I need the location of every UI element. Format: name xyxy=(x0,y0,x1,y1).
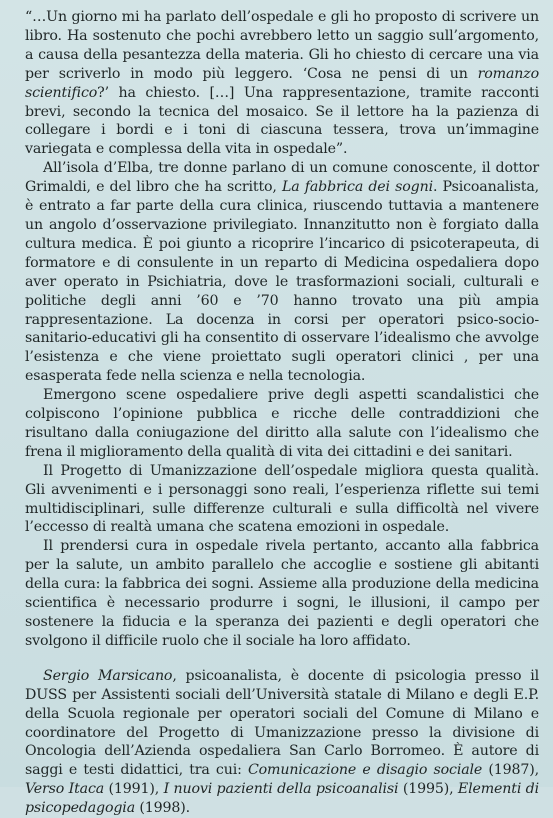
italic-text-run: La fabbrica dei sogni xyxy=(281,179,433,196)
italic-text-run: Elementi di psicopedagogia xyxy=(25,781,539,817)
text-run: , psicoanalista, è docente di psicologia presso il DUSS per Assistenti sociali dell’Università statale di Milano e degli E.P. della Scuola regionale per operatori sociali del Comune di Milano e coordinatore del Progetto di Umanizzazione presso la divisione di Oncologia dell’Azienda ospedaliera San Carlo Borromeo. È autore di saggi e testi didattici, tra cui: xyxy=(25,667,539,779)
italic-text-run: romanzo scientifico xyxy=(25,65,539,101)
text-run: “…Un giorno mi ha parlato dell’ospedale e gli ho proposto di scrivere un libro. Ha sostenuto che pochi avrebbero letto un saggio sull’argomento, a causa della pesantezza della materia. Gli ho chiesto di cercare una via per scriverlo in modo più leggero. ‘Cosa ne pensi di un xyxy=(25,9,539,82)
text-run: Il Progetto di Umanizzazione dell’ospedale migliora questa qualità. Gli avvenimenti e i personaggi sono reali, l’esperienza riflette sui temi multidisciplinari, sulle differenze culturali e sulla difficoltà nel vivere l’eccesso di realtà umana che scatena emozioni in ospedale. xyxy=(25,462,539,536)
text-run: (1991), xyxy=(104,781,164,798)
care-paragraph xyxy=(25,537,539,650)
text-run: (1998). xyxy=(135,800,191,817)
italic-text-run: I nuovi pazienti della psicoanalisi xyxy=(163,781,399,798)
italic-text-run: Comunicazione e disagio sociale xyxy=(247,762,483,779)
text-run: ?’ ha chiesto. […] Una rappresentazione, tramite racconti brevi, secondo la tecnica del mosaico. Se il lettore ha la pazienza di collegare i bordi e i toni di ciascuna tessera, trova un’immagine variegata e complessa della vita in ospedale”. xyxy=(25,84,539,158)
text-run: (1987), xyxy=(482,762,540,779)
opening-quote-paragraph xyxy=(25,8,539,159)
text-run: Emergono scene ospedaliere prive degli aspetti scandalistici che colpiscono l’opinione pubblica e ricche delle contraddizioni che risultano dalla coniugazione del diritto alla salute con l’idealismo che frena il miglioramento della qualità di vita dei cittadini e dei sanitari. xyxy=(25,387,539,460)
text-run: Il prendersi cura in ospedale rivela pertanto, accanto alla fabbrica per la salute, un ambito parallelo che accoglie e sostiene gli abitanti della cura: la fabbrica dei sogni. Assieme alla produzione della medicina scientifica è necessario produrre i sogni, le illusioni, il campo per sostenere la fiducia e la speranza dei pazienti e degli operatori che svolgono il difficile ruolo che il sociale ha loro affidato. xyxy=(25,538,539,649)
humanization-project-paragraph xyxy=(25,462,539,538)
text-run: . Psicoanalista, è entrato a far parte della cura clinica, riuscendo tuttavia a mantenere un angolo d’osservazione privilegiato. Innanzitutto non è forgiato dalla cultura medica. È poi giunto a ricoprire l’incarico di psicoterapeuta, di formatore e di consulente in un reparto di Medicina ospedaliera dopo aver operato in Psichiatria, dove le trasformazioni sociali, culturali e politiche degli anni ’60 e ’70 hanno trovato una più ampia rappresentazione. La docenza in corsi per operatori psico-socio-sanitario-educativi gli ha consentito di osservare l’idealismo che avvolge l’esistenza e che viene proiettato sugli operatori clinici , per una esasperata fede nella scienza e nella tecnologia. xyxy=(25,179,539,385)
italic-text-run: Verso Itaca xyxy=(25,781,105,798)
elba-paragraph xyxy=(25,159,539,386)
hospital-scenes-paragraph xyxy=(25,386,539,462)
text-run: (1995), xyxy=(398,781,458,798)
author-bio-paragraph xyxy=(25,667,539,818)
italic-text-run: Sergio Marsicano xyxy=(43,667,173,684)
text-run: All’isola d’Elba, tre donne parlano di un comune conoscente, il dottor Grimaldi, e del libro che ha scritto, xyxy=(25,160,539,196)
